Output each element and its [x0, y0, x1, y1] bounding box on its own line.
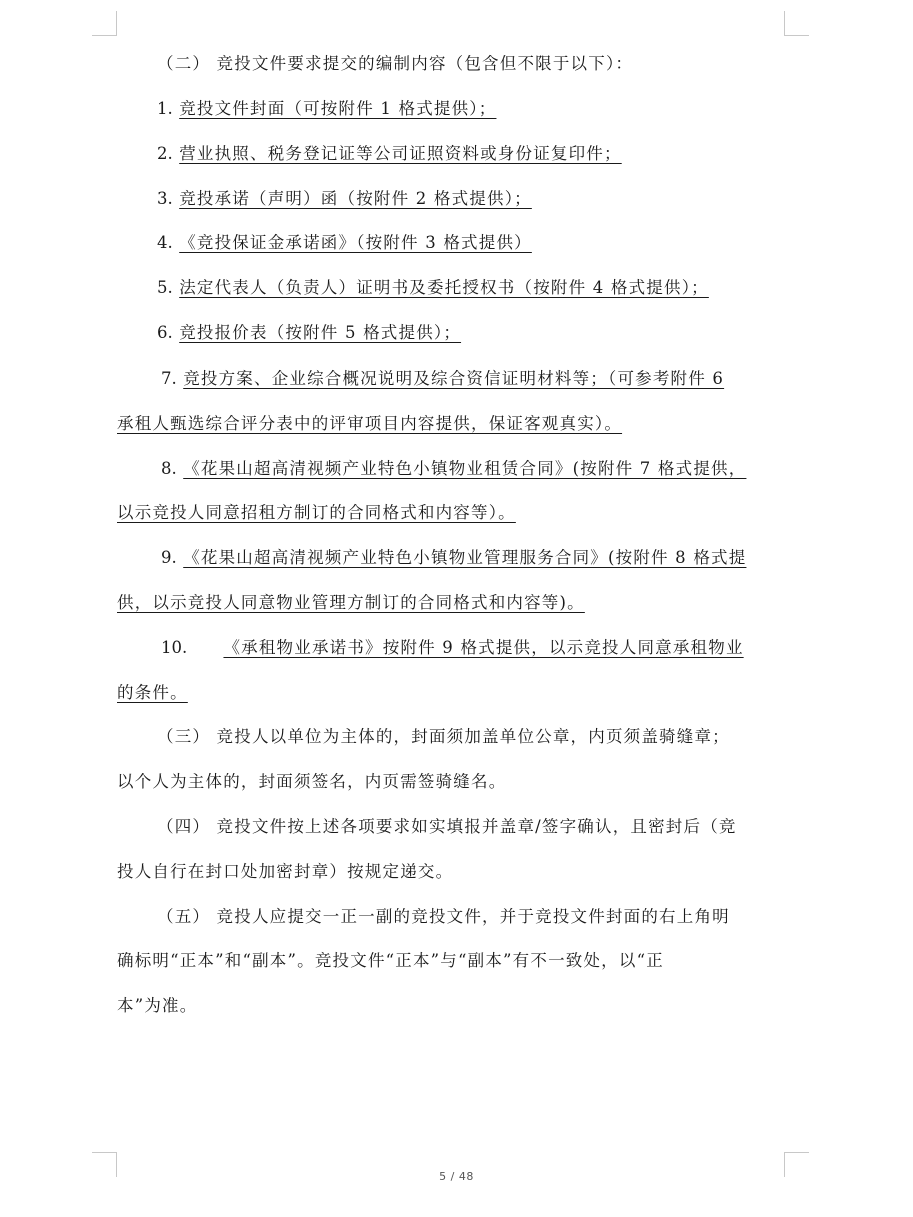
item-text-continuation: 供，以示竞投人同意物业管理方制订的合同格式和内容等)。: [117, 593, 585, 612]
item-text-continuation: 承租人甄选综合评分表中的评审项目内容提供，保证客观真实）。: [117, 414, 623, 433]
item-number: 2.: [157, 144, 173, 163]
section-5-continuation: 确标明“正本”和“副本”。竞投文件“正本”与“副本”有不一致处，以“正: [117, 951, 664, 970]
item-text: 竞投文件封面（可按附件 1 格式提供）；: [179, 99, 497, 118]
list-item: [157, 231, 532, 255]
item-number: 8.: [161, 459, 177, 478]
section-2-heading: （二） 竞投文件要求提交的编制内容（包含但不限于以下）：: [157, 54, 634, 73]
item-number: 5.: [157, 278, 173, 297]
list-item: [161, 367, 724, 391]
item-number: 7.: [161, 369, 177, 388]
list-item: [161, 546, 746, 570]
item-text: 《花果山超高清视频产业特色小镇物业管理服务合同》(按附件 8 格式提: [183, 548, 747, 567]
section-4-paragraph: （四） 竞投文件按上述各项要求如实填报并盖章/签字确认，且密封后（竞: [157, 817, 737, 836]
item-text: 《竞投保证金承诺函》（按附件 3 格式提供）: [179, 233, 532, 252]
list-item: [161, 636, 744, 660]
item-text: 竞投方案、企业综合概况说明及综合资信证明材料等；（可参考附件 6: [183, 369, 725, 388]
section-3-paragraph: （三） 竞投人以单位为主体的，封面须加盖单位公章，内页须盖骑缝章；: [157, 727, 730, 746]
item-number: 1.: [157, 99, 173, 118]
section-5-paragraph: （五） 竞投人应提交一正一副的竞投文件，并于竞投文件封面的右上角明: [157, 907, 730, 926]
crop-mark-top-right: [784, 11, 809, 36]
section-5-continuation: 本”为准。: [117, 996, 198, 1015]
page-number: 5 / 48: [439, 1170, 474, 1183]
item-text: 竞投承诺（声明）函（按附件 2 格式提供）；: [179, 189, 532, 208]
item-number: 10.: [161, 638, 188, 657]
item-number: 3.: [157, 189, 173, 208]
section-4-continuation: 投人自行在封口处加密封章）按规定递交。: [117, 862, 454, 881]
list-item: [157, 187, 532, 211]
item-text-continuation: 的条件。: [117, 683, 188, 702]
item-text: 法定代表人（负责人）证明书及委托授权书（按附件 4 格式提供）；: [179, 278, 709, 297]
item-text: 竞投报价表（按附件 5 格式提供）；: [179, 323, 462, 342]
item-number: 6.: [157, 323, 173, 342]
section-3-continuation: 以个人为主体的，封面须签名，内页需签骑缝名。: [117, 772, 507, 791]
list-item: [157, 276, 709, 300]
list-item: [157, 142, 622, 166]
item-text: 营业执照、税务登记证等公司证照资料或身份证复印件；: [179, 144, 622, 163]
item-text: 《承租物业承诺书》按附件 9 格式提供，以示竞投人同意承租物业: [223, 638, 744, 657]
item-text: 《花果山超高清视频产业特色小镇物业租赁合同》(按附件 7 格式提供，: [183, 459, 747, 478]
item-text-continuation: 以示竞投人同意招租方制订的合同格式和内容等）。: [117, 503, 516, 522]
crop-mark-top-left: [92, 11, 117, 36]
list-item: [161, 457, 746, 481]
item-number: 4.: [157, 233, 173, 252]
list-item: [157, 321, 461, 345]
list-item: [157, 97, 496, 121]
item-number: 9.: [161, 548, 177, 567]
